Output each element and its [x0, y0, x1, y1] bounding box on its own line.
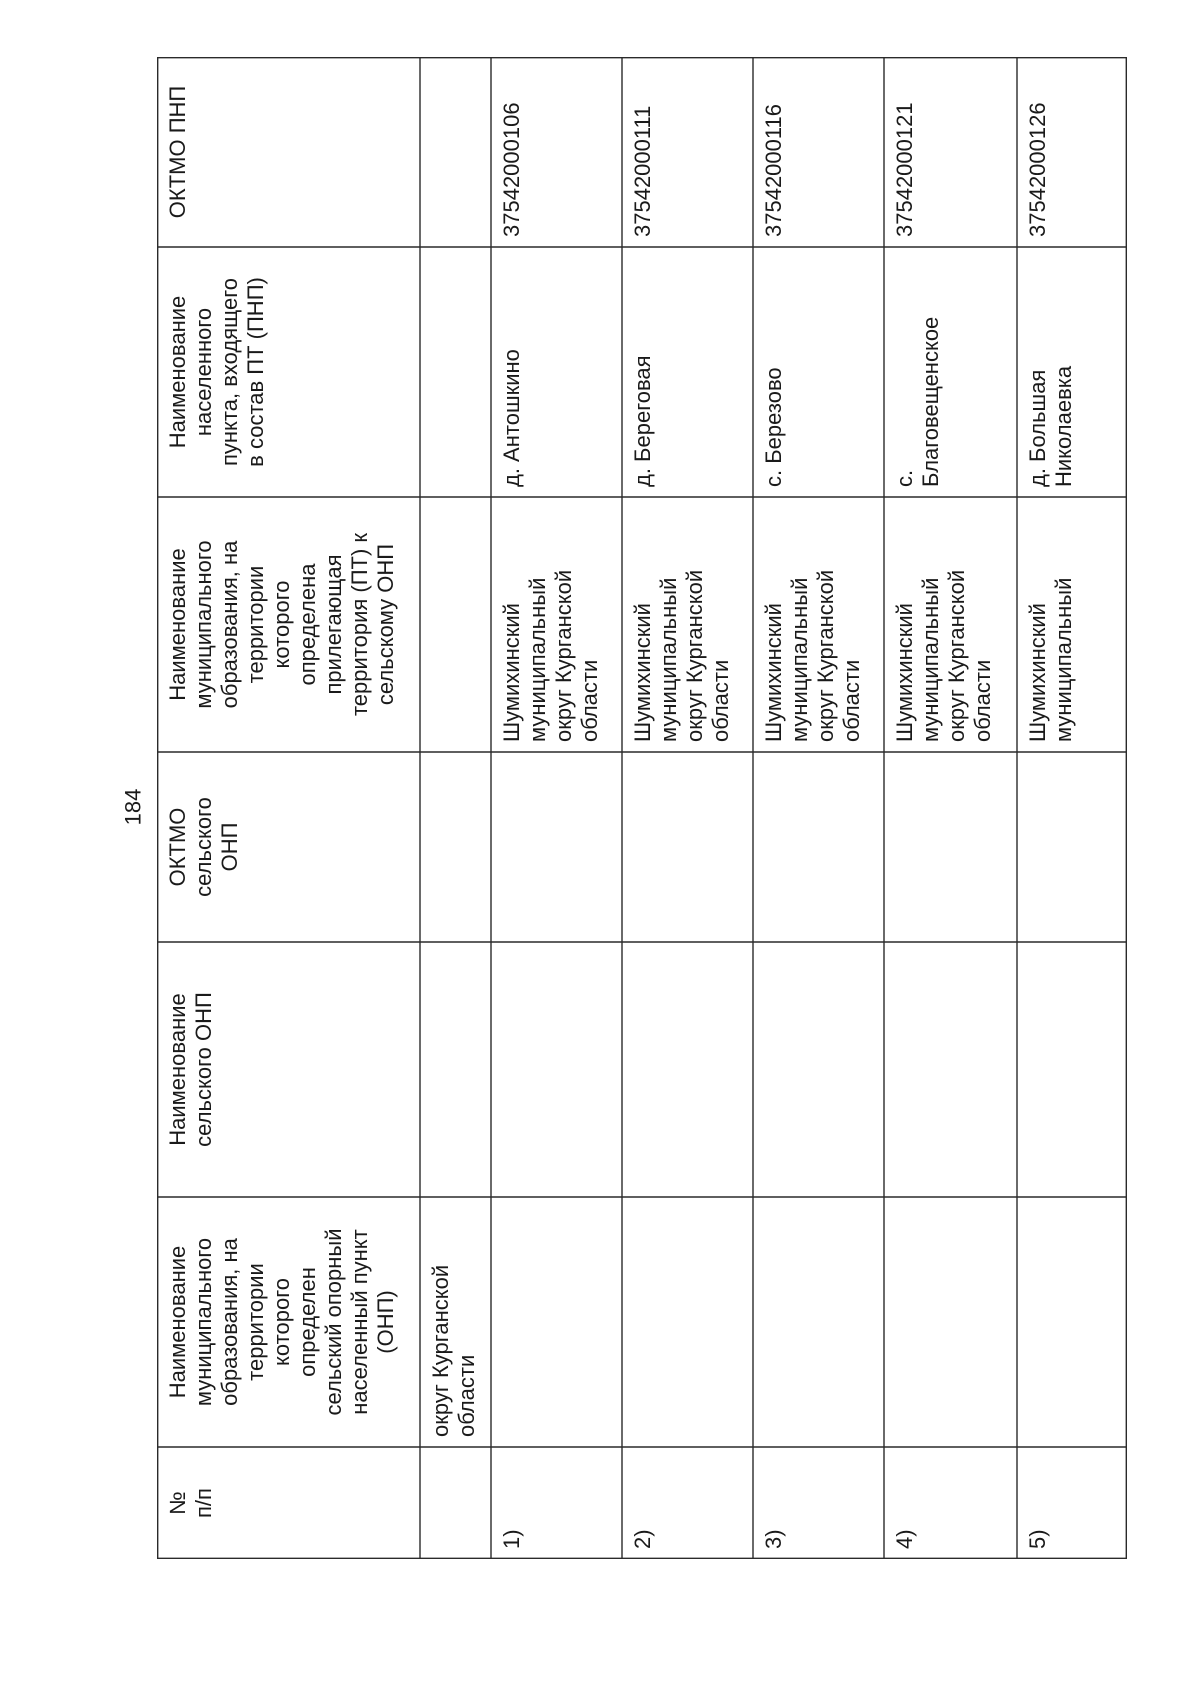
cell-num: [491, 1447, 622, 1559]
cell-text: Шумихинский муниципальный: [1025, 577, 1076, 742]
cell-text: 37542000106: [499, 102, 524, 237]
page-number-text: 184: [120, 788, 145, 826]
cell-text: 3): [761, 1529, 786, 1549]
cell-mo-pt: [1017, 497, 1127, 752]
cell-oktmo-pnp: [491, 57, 622, 247]
cell-num: [753, 1447, 884, 1559]
cell-text: с. Березово: [761, 367, 786, 487]
cell-text: Шумихинский муниципальный округ Курганской области: [630, 569, 733, 742]
cell-text: 2): [630, 1529, 655, 1549]
cell-text: Шумихинский муниципальный округ Курганской области: [761, 569, 864, 742]
cell-text: Шумихинский муниципальный округ Курганской области: [499, 569, 602, 742]
cell-oktmo-pnp: [622, 57, 753, 247]
header-row: [157, 57, 420, 1559]
page-number: [118, 779, 148, 835]
cell-mo-pt: [884, 497, 1017, 752]
cell-text: 4): [892, 1529, 917, 1549]
cell-pnp-name: [491, 247, 622, 497]
table-row: [1017, 57, 1127, 1559]
table-row: [491, 57, 622, 1559]
cell-num: [1017, 1447, 1127, 1559]
cell-text: д. Большая Николаевка: [1025, 365, 1076, 487]
cell-num: [622, 1447, 753, 1559]
cell-text: д. Береговая: [630, 355, 655, 487]
cell-text: д. Антошкино: [499, 349, 524, 487]
header-cell-onp-name: [157, 942, 420, 1197]
continuation-row: [420, 57, 491, 1559]
header-cell-oktmo-onp: [157, 752, 420, 942]
cell-text: 37542000121: [892, 102, 917, 237]
header-text: № п/п: [165, 1488, 216, 1518]
cell-text: 37542000111: [630, 105, 655, 237]
header-text: Наименование населенного пункта, входящего в состав ПТ (ПНП): [165, 277, 268, 467]
cell-pnp-name: [884, 247, 1017, 497]
header-text: ОКТМО ПНП: [165, 85, 190, 219]
header-cell-pnp-name: [157, 247, 420, 497]
cell-text: 37542000126: [1025, 102, 1050, 237]
header-text: Наименование муниципального образования, на территории которого определен сельский опорный населенный пункт (ОНП): [165, 1228, 398, 1416]
header-text: Наименование сельского ОНП: [165, 992, 216, 1147]
cell-mo-pt: [622, 497, 753, 752]
table-row: [622, 57, 753, 1559]
cell-mo-onp: [420, 1197, 491, 1447]
cell-pnp-name: [1017, 247, 1127, 497]
cell-pnp-name: [753, 247, 884, 497]
cell-num: [884, 1447, 1017, 1559]
cell-text: с. Благовещенское: [892, 316, 943, 487]
cell-text: Шумихинский муниципальный округ Курганской области: [892, 569, 995, 742]
cell-mo-pt: [491, 497, 622, 752]
cell-oktmo-pnp: [753, 57, 884, 247]
header-text: Наименование муниципального образования, на территории которого определена прилегающая территория (ПТ) к сельскому ОНП: [165, 532, 398, 717]
header-cell-oktmo-pnp: [157, 57, 420, 247]
document-table: [157, 57, 1127, 1559]
cell-text: 1): [499, 1529, 524, 1549]
cell-oktmo-pnp: [884, 57, 1017, 247]
header-text: ОКТМО сельского ОНП: [165, 797, 242, 897]
cell-text: 37542000116: [761, 104, 786, 237]
table-row: [884, 57, 1017, 1559]
cell-oktmo-pnp: [1017, 57, 1127, 247]
cell-pnp-name: [622, 247, 753, 497]
table-row: [753, 57, 884, 1559]
header-cell-num: [157, 1447, 420, 1559]
header-cell-mo-pt: [157, 497, 420, 752]
cell-text: 5): [1025, 1529, 1050, 1549]
header-cell-mo-onp: [157, 1197, 420, 1447]
cell-mo-pt: [753, 497, 884, 752]
cell-text: округ Курганской области: [428, 1264, 479, 1437]
